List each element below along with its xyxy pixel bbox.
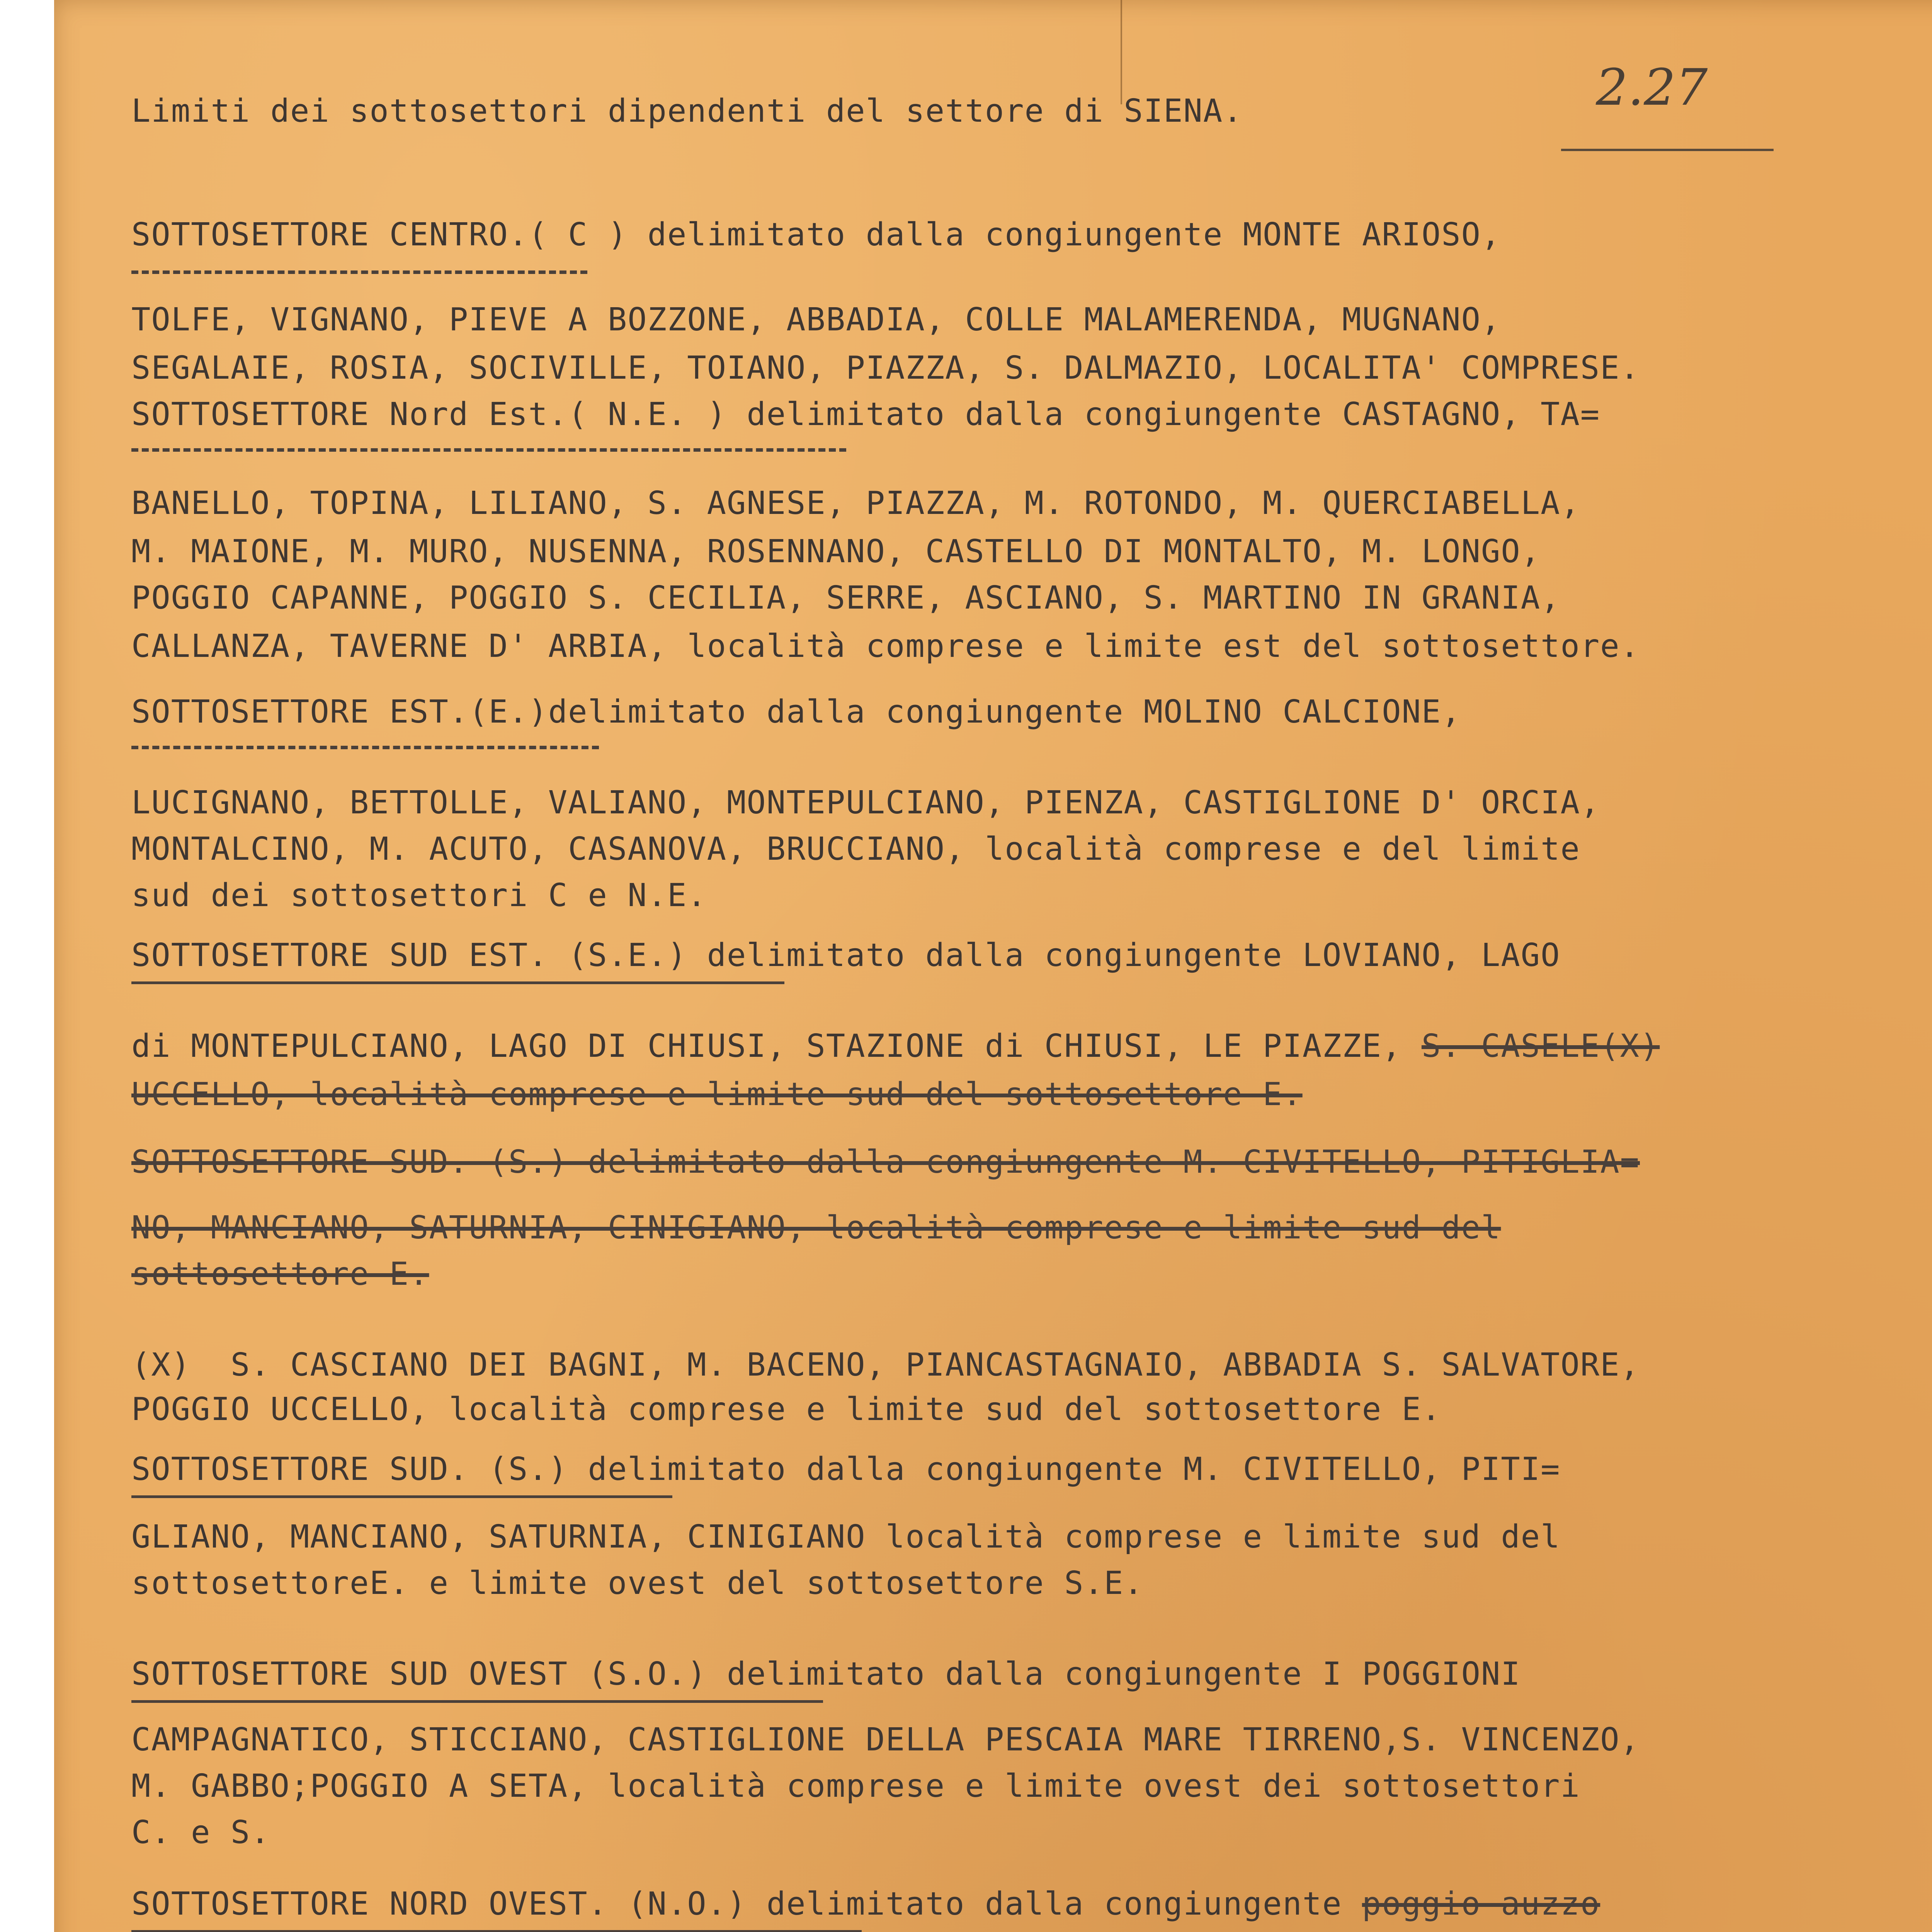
typed-document: [131, 0, 1932, 1932]
struck-line: SOTTOSETTORE SUD. (S.) delimitato dalla congiungente M. CIVITELLO, PITIGLIA=: [131, 1144, 1640, 1180]
line-ne-4: CALLANZA, TAVERNE D' ARBIA, località comprese e limite est del sottosettore.: [131, 628, 1640, 665]
dashed-underline: [131, 448, 846, 452]
line-ne-1: BANELLO, TOPINA, LILIANO, S. AGNESE, PIAZZA, M. ROTONDO, M. QUERCIABELLA,: [131, 485, 1580, 522]
struck-line: UCCELLO, località comprese e limite sud del sottosettore E.: [131, 1076, 1303, 1113]
heading-underline: [131, 1495, 672, 1498]
line-insert-2: POGGIO UCCELLO, località comprese e limite sud del sottosettore E.: [131, 1391, 1442, 1428]
line-centro-2: SEGALAIE, ROSIA, SOCIVILLE, TOIANO, PIAZZA, S. DALMAZIO, LOCALITA' COMPRESE.: [131, 350, 1640, 386]
heading-underline: [131, 1930, 862, 1932]
line-est-1: LUCIGNANO, BETTOLLE, VALIANO, MONTEPULCIANO, PIENZA, CASTIGLIONE D' ORCIA,: [131, 784, 1600, 821]
dashed-underline: [131, 746, 599, 749]
line-est-heading: SOTTOSETTORE EST.(E.)delimitato dalla congiungente MOLINO CALCIONE,: [131, 694, 1461, 730]
line-se-heading: SOTTOSETTORE SUD EST. (S.E.) delimitato dalla congiungente LOVIANO, LAGO: [131, 937, 1561, 974]
line-est-3: sud dei sottosettori C e N.E.: [131, 877, 707, 914]
line-ne-heading: SOTTOSETTORE Nord Est.( N.E. ) delimitato dalla congiungente CASTAGNO, TA=: [131, 396, 1600, 433]
line-sud-1: GLIANO, MANCIANO, SATURNIA, CINIGIANO località comprese e limite sud del: [131, 1519, 1561, 1555]
line-est-2: MONTALCINO, M. ACUTO, CASANOVA, BRUCCIANO, località comprese e del limite: [131, 831, 1580, 867]
struck-line: sottosettore E.: [131, 1256, 429, 1293]
line-ne-2: M. MAIONE, M. MURO, NUSENNA, ROSENNANO, CASTELLO DI MONTALTO, M. LONGO,: [131, 533, 1541, 570]
struck-text: poggio auzzo: [1362, 1886, 1600, 1922]
line-sud-heading: SOTTOSETTORE SUD. (S.) delimitato dalla congiungente M. CIVITELLO, PITI=: [131, 1451, 1561, 1488]
line-ne-3: POGGIO CAPANNE, POGGIO S. CECILIA, SERRE, ASCIANO, S. MARTINO IN GRANIA,: [131, 580, 1561, 616]
line-se-1: di MONTEPULCIANO, LAGO DI CHIUSI, STAZIONE di CHIUSI, LE PIAZZE, S. CASELE(X): [131, 1028, 1660, 1065]
line-so-1: CAMPAGNATICO, STICCIANO, CASTIGLIONE DELLA PESCAIA MARE TIRRENO,S. VINCENZO,: [131, 1721, 1640, 1758]
line-so-heading: SOTTOSETTORE SUD OVEST (S.O.) delimitato dalla congiungente I POGGIONI: [131, 1656, 1521, 1692]
struck-line: NO, MANCIANO, SATURNIA, CINIGIANO, località comprese e limite sud del: [131, 1209, 1501, 1246]
line-sud-2: sottosettoreE. e limite ovest del sottosettore S.E.: [131, 1565, 1144, 1602]
line-so-2: M. GABBO;POGGIO A SETA, località comprese e limite ovest dei sottosettori: [131, 1768, 1580, 1804]
struck-text: S. CASELE(X): [1421, 1028, 1660, 1065]
line-no-heading: SOTTOSETTORE NORD OVEST. (N.O.) delimitato dalla congiungente poggio auzzo: [131, 1886, 1600, 1922]
line-insert: (X) S. CASCIANO DEI BAGNI, M. BACENO, PIANCASTAGNAIO, ABBADIA S. SALVATORE,: [131, 1347, 1640, 1383]
line-so-3: C. e S.: [131, 1814, 270, 1851]
line-centro-1: TOLFE, VIGNANO, PIEVE A BOZZONE, ABBADIA, COLLE MALAMERENDA, MUGNANO,: [131, 301, 1501, 338]
page-number: 2.27: [1596, 58, 1708, 117]
document-title: Limiti dei sottosettori dipendenti del settore di SIENA.: [131, 93, 1243, 129]
heading-underline: [131, 1700, 823, 1703]
heading-underline: [131, 981, 784, 984]
line-centro-heading: SOTTOSETTORE CENTRO.( C ) delimitato dalla congiungente MONTE ARIOSO,: [131, 216, 1501, 253]
dashed-underline: [131, 270, 587, 274]
